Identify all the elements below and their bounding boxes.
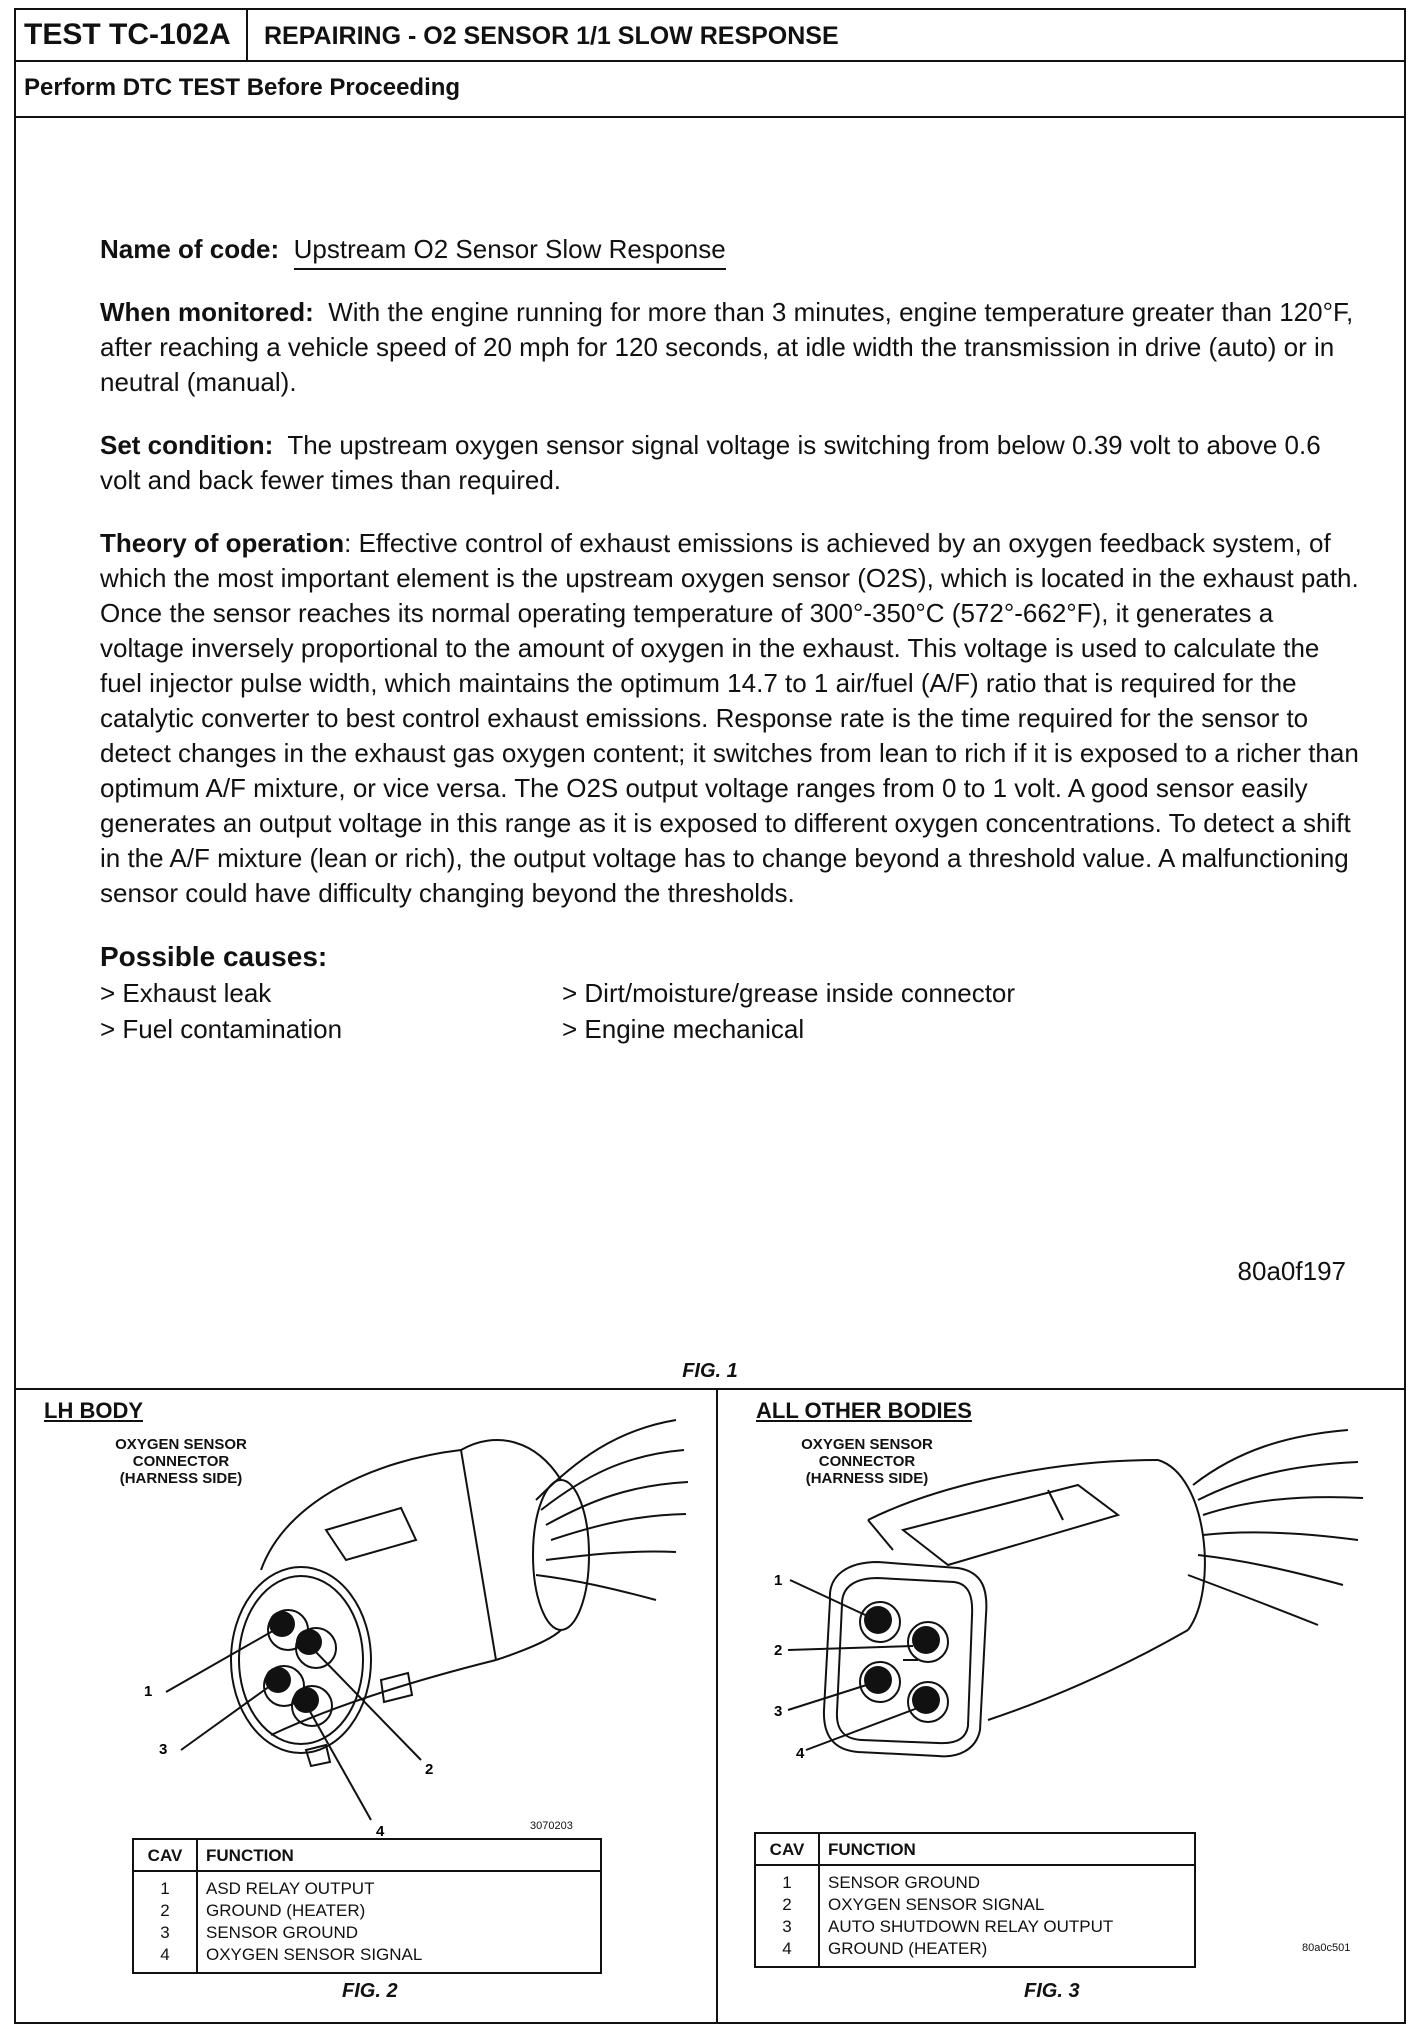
callout-3: 3	[774, 1703, 783, 1720]
connector-label-line: (HARNESS SIDE)	[805, 1470, 929, 1487]
callout-2: 2	[774, 1642, 783, 1659]
header-row	[16, 10, 1404, 62]
cause-item: > Exhaust leak	[100, 978, 272, 1008]
function-cell: GROUND (HEATER)	[206, 1901, 366, 1920]
connector-label-line: CONNECTOR	[132, 1453, 230, 1470]
lh-body-panel	[16, 1390, 716, 2024]
connector-label-line: OXYGEN SENSOR	[115, 1436, 247, 1453]
figures-section	[16, 1388, 1404, 2024]
function-cell: ASD RELAY OUTPUT	[206, 1879, 375, 1898]
cav-cell: 3	[755, 1916, 819, 1938]
causes-title: Possible causes:	[100, 941, 328, 972]
cavity-table	[132, 1838, 602, 1974]
function-cell: AUTO SHUTDOWN RELAY OUTPUT	[828, 1917, 1114, 1936]
set-condition	[100, 428, 1360, 498]
table-header: FUNCTION	[197, 1839, 601, 1871]
cav-cell: 2	[755, 1894, 819, 1916]
function-cell: SENSOR GROUND	[828, 1873, 981, 1892]
test-title: REPAIRING - O2 SENSOR 1/1 SLOW RESPONSE	[264, 22, 839, 50]
drawing-code: 3070203	[530, 1820, 573, 1832]
all-other-bodies-panel	[718, 1390, 1406, 2024]
callout-4: 4	[376, 1823, 385, 1840]
fig2-label: FIG. 2	[342, 1980, 398, 2002]
function-cell: GROUND (HEATER)	[828, 1939, 988, 1958]
table-row	[133, 1900, 601, 1922]
cav-cell: 1	[755, 1865, 819, 1894]
test-id: TEST TC-102A	[16, 10, 248, 60]
table-row	[755, 1894, 1195, 1916]
table-row	[133, 1944, 601, 1973]
callout-1: 1	[774, 1572, 783, 1589]
body-text	[100, 232, 1360, 1047]
cav-cell: 1	[133, 1871, 197, 1900]
callout-3: 3	[159, 1741, 168, 1758]
when-monitored	[100, 295, 1360, 400]
theory-of-operation	[100, 526, 1360, 911]
table-header: CAV	[133, 1839, 197, 1871]
cause-item: > Fuel contamination	[100, 1014, 343, 1044]
fig1-label: FIG. 1	[682, 1360, 738, 1382]
cav-cell: 2	[133, 1900, 197, 1922]
name-of-code	[100, 232, 1360, 267]
monitored-label: When monitored:	[100, 297, 314, 327]
monitored-text: With the engine running for more than 3 minutes, engine temperature greater than 120°F, after reaching a vehicle speed of 20 mph for 120 seconds, at idle width the transmission in drive (auto) or in neutral (manual).	[100, 297, 1354, 397]
connector-label-line: CONNECTOR	[818, 1453, 916, 1470]
function-cell: OXYGEN SENSOR SIGNAL	[828, 1895, 1045, 1914]
doc-id: 80a0f197	[1237, 1256, 1346, 1286]
connector-label-line: OXYGEN SENSOR	[801, 1436, 933, 1453]
cav-cell: 3	[133, 1922, 197, 1944]
name-label: Name of code:	[100, 234, 280, 264]
table-row	[133, 1871, 601, 1900]
instruction-line: Perform DTC TEST Before Proceeding	[16, 62, 1404, 118]
panel-title: LH BODY	[44, 1398, 143, 1423]
table-header: FUNCTION	[819, 1833, 1195, 1865]
table-row	[755, 1938, 1195, 1967]
table-row	[755, 1865, 1195, 1894]
cause-item: > Engine mechanical	[562, 1014, 805, 1044]
callout-2: 2	[425, 1761, 434, 1778]
table-row	[755, 1916, 1195, 1938]
callout-4: 4	[796, 1745, 805, 1762]
cav-cell: 4	[133, 1944, 197, 1973]
function-cell: OXYGEN SENSOR SIGNAL	[206, 1945, 423, 1964]
theory-text: : Effective control of exhaust emissions is achieved by an oxygen feedback system, of which the most important element is the upstream oxygen sensor (O2S), which is located in the exhaust path. Once the sensor reaches its normal operating temperature of 300°-350°C (572°-662°F), it generates a voltage inversely proportional to the amount of oxygen in the exhaust. This voltage is used to calculate the fuel injector pulse width, which maintains the optimum 14.7 to 1 air/fuel (A/F) ratio that is required for the catalytic converter to best control exhaust emissions. Response rate is the time required for the sensor to detect changes in the exhaust gas oxygen content; it switches from lean to rich if it is exposed to a richer than optimum A/F mixture, or vice versa. The O2S output voltage ranges from 0 to 1 volt. A good sensor easily generates an output voltage in this range as it is exposed to different oxygen concentrations. To detect a shift in the A/F mixture (lean or rich), the output voltage has to change beyond a threshold value. A malfunctioning sensor could have difficulty changing beyond the thresholds.	[100, 528, 1359, 908]
drawing-code: 80a0c501	[1302, 1942, 1351, 1954]
other-connector-illustration	[718, 1390, 1406, 1850]
table-header-row	[133, 1839, 601, 1871]
table-header: CAV	[755, 1833, 819, 1865]
page-frame	[14, 8, 1406, 2024]
lh-connector-illustration	[16, 1390, 716, 1850]
cav-cell: 4	[755, 1938, 819, 1967]
theory-label: Theory of operation	[100, 528, 345, 558]
table-row	[133, 1922, 601, 1944]
cavity-table	[754, 1832, 1196, 1968]
callout-1: 1	[144, 1683, 153, 1700]
connector-label-line: (HARNESS SIDE)	[119, 1470, 243, 1487]
causes-list	[100, 975, 1360, 1047]
set-text: The upstream oxygen sensor signal voltage is switching from below 0.39 volt to above 0.6 volt and back fewer times than required.	[100, 430, 1321, 495]
set-label: Set condition:	[100, 430, 274, 460]
fig3-label: FIG. 3	[1024, 1980, 1080, 2002]
function-cell: SENSOR GROUND	[206, 1923, 359, 1942]
name-value: Upstream O2 Sensor Slow Response	[294, 234, 726, 270]
panel-title: ALL OTHER BODIES	[756, 1398, 972, 1423]
table-header-row	[755, 1833, 1195, 1865]
cause-item: > Dirt/moisture/grease inside connector	[562, 978, 1016, 1008]
